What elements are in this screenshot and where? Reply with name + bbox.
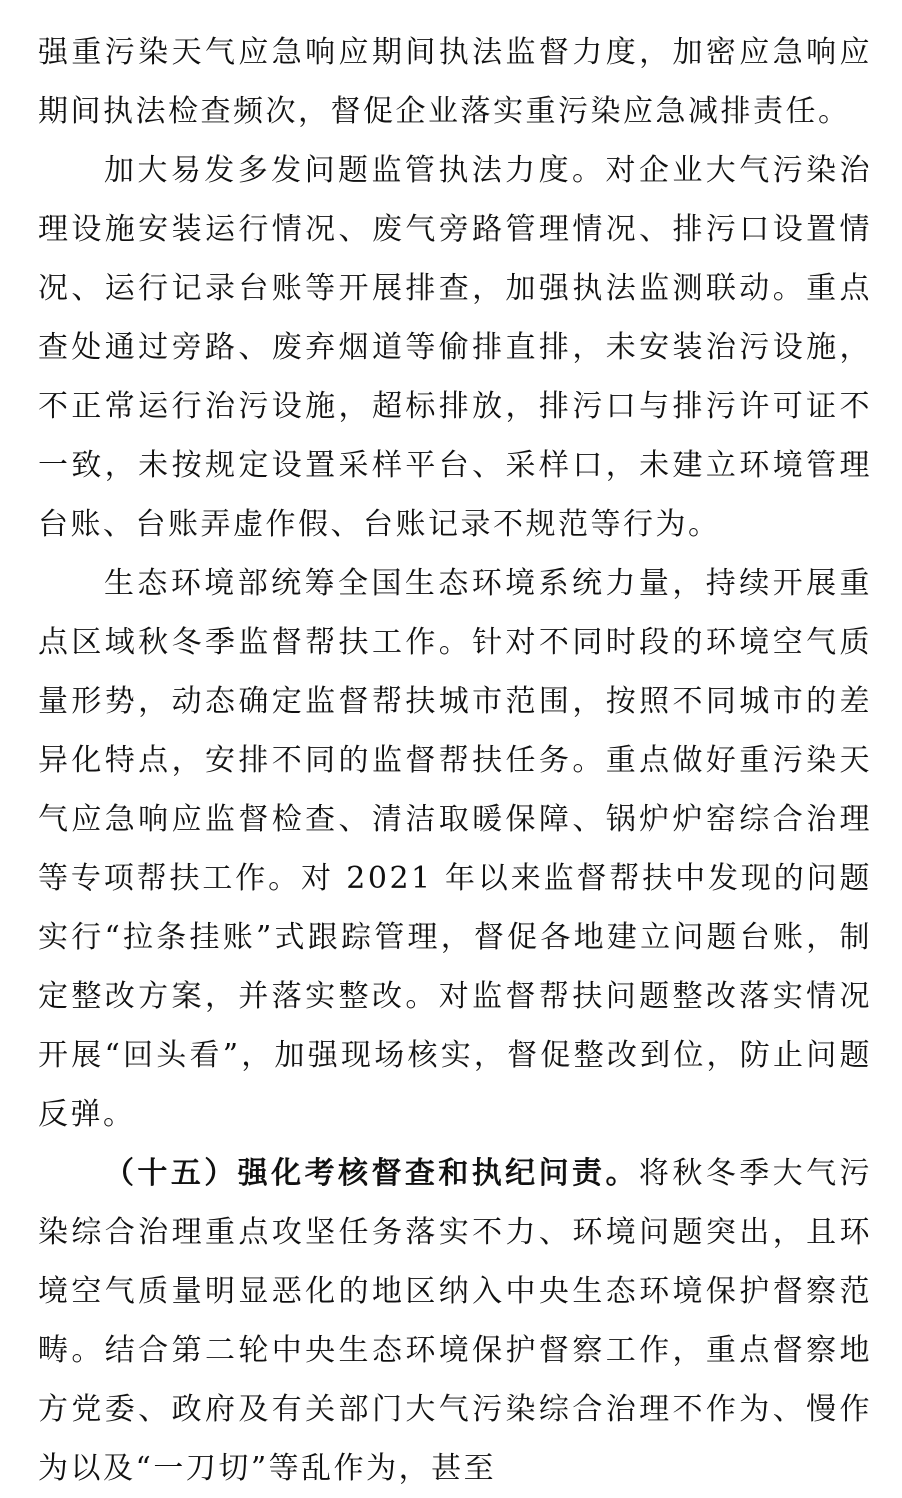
paragraph-text: 强重污染天气应急响应期间执法监督力度，加密应急响应期间执法检查频次，督促企业落实重污染应急减排责任。 [38,35,872,129]
paragraph-text: 加大易发多发问题监管执法力度。对企业大气污染治理设施安装运行情况、废气旁路管理情况、排污口设置情况、运行记录台账等开展排查，加强执法监测联动。重点查处通过旁路、废弃烟道等偷排直排，未安装治污设施，不正常运行治污设施，超标排放，排污口与排污许可证不一致，未按规定设置采样平台、采样口，未建立环境管理台账、台账弄虚作假、台账记录不规范等行为。 [38,153,872,542]
paragraph-supervision-assistance [38,554,872,1144]
paragraph-continuation [38,23,872,141]
paragraph-text: 生态环境部统筹全国生态环境系统力量，持续开展重点区域秋冬季监督帮扶工作。针对不同时段的环境空气质量形势，动态确定监督帮扶城市范围，按照不同城市的差异化特点，安排不同的监督帮扶任务。重点做好重污染天气应急响应监督检查、清洁取暖保障、锅炉炉窑综合治理等专项帮扶工作。对 2021 年以来监督帮扶中发现的问题实行“拉条挂账”式跟踪管理，督促各地建立问题台账，制定整改方案，并落实整改。对监督帮扶问题整改落实情况开展“回头看”，加强现场核实，督促整改到位，防止问题反弹。 [38,566,872,1132]
paragraph-text: 将秋冬季大气污染综合治理重点攻坚任务落实不力、环境问题突出，且环境空气质量明显恶化的地区纳入中央生态环境保护督察范畴。结合第二轮中央生态环境保护督察工作，重点督察地方党委、政府及有关部门大气污染综合治理不作为、慢作为以及“一刀切”等乱作为，甚至 [38,1156,873,1486]
paragraph-enforcement [38,141,872,554]
paragraph-section-fifteen [38,1144,872,1498]
section-heading: （十五）强化考核督查和执纪问责。 [104,1156,639,1191]
